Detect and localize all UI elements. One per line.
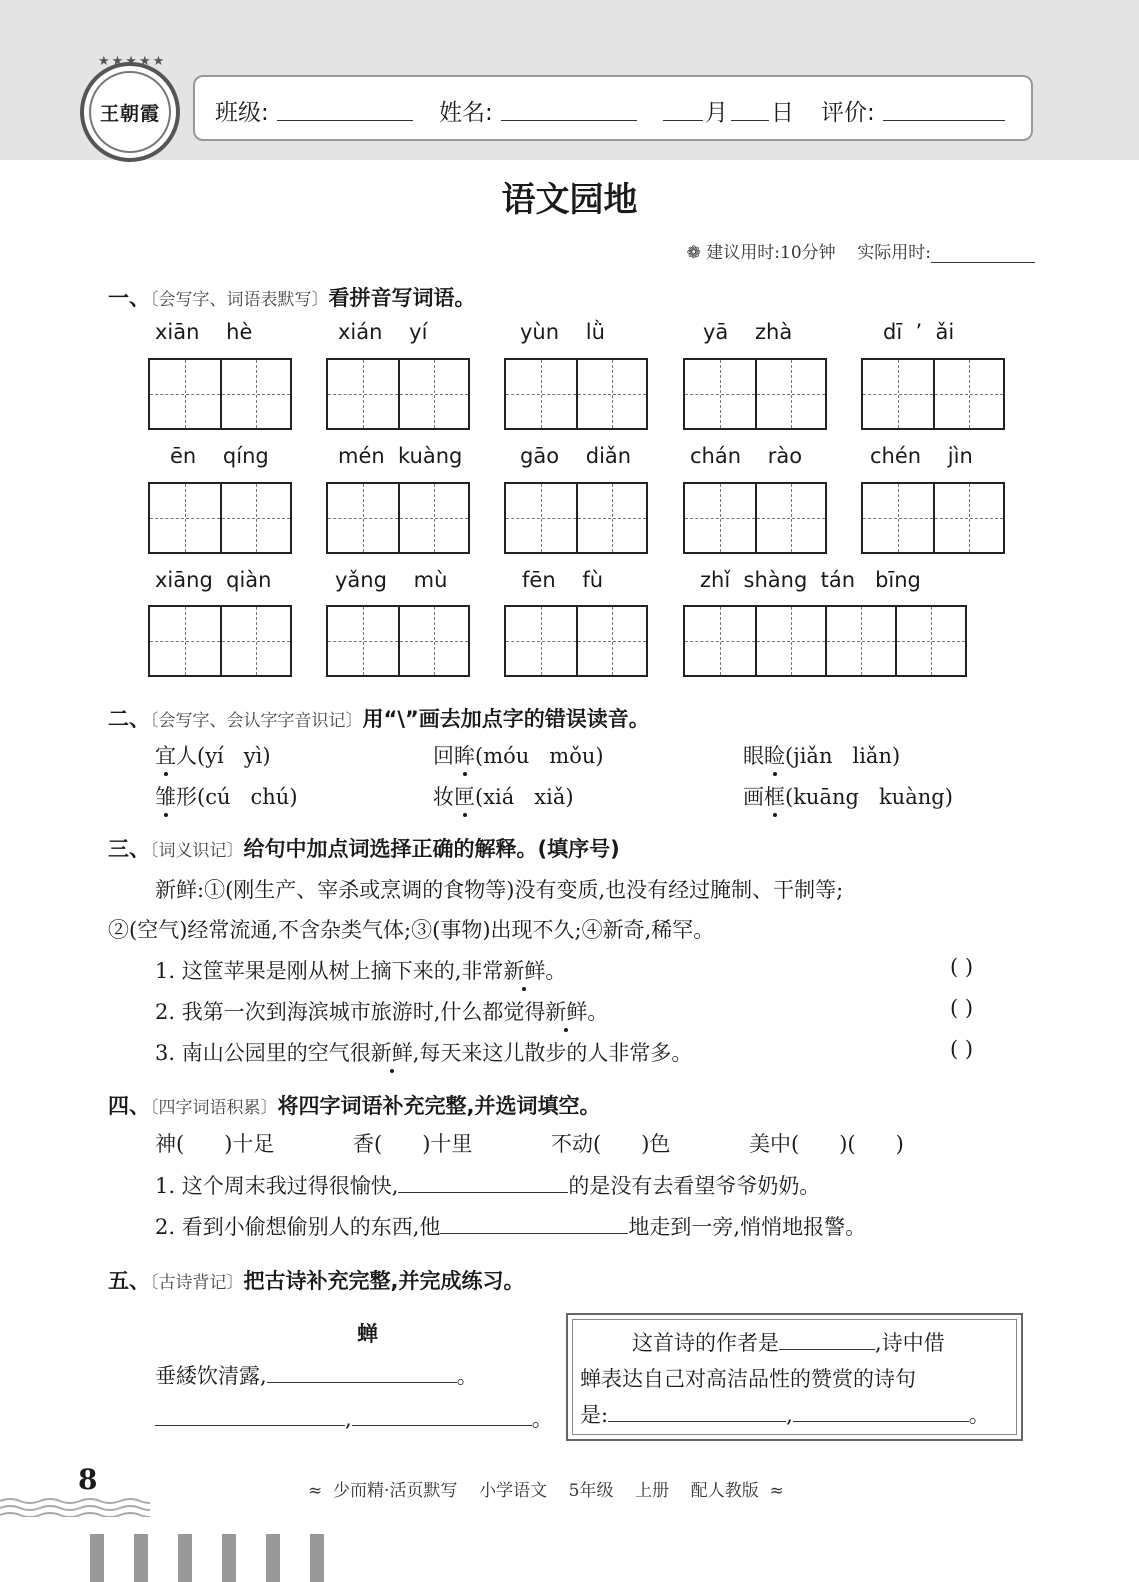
writing-grid[interactable] [683,482,827,554]
pinyin: dī ’ ǎi [883,320,955,344]
idiom-item[interactable]: 美中( )( ) [749,1132,904,1156]
pinyin: yùn lǜ [520,320,605,344]
section4-heading [108,1090,600,1120]
pinyin: chén jìn [870,444,973,468]
fill-blank[interactable] [608,1399,786,1422]
answer-paren[interactable]: ( ) [950,996,974,1020]
writing-grid[interactable] [504,482,648,554]
poem-text: 垂緌饮清露, [155,1364,267,1388]
box-line [580,1397,1010,1433]
pinyin: chán rào [690,444,803,468]
section5-instruction: 把古诗补充完整,并完成练习。 [243,1269,525,1293]
writing-grid[interactable] [861,358,1005,430]
dotted-char: 框 [764,781,785,811]
dotted-char: 匣 [454,781,475,811]
reading-options: (móu mǒu) [475,744,604,768]
definition-line: ②(空气)经常流通,不含杂类气体;③(事物)出现不久;④新奇,稀罕。 [108,918,715,942]
dotted-word: 新鲜 [545,996,587,1026]
poem-title: 蝉 [357,1322,378,1346]
bar-decoration [90,1534,324,1582]
dotted-word: 新鲜 [503,955,545,985]
question-text: 2. 看到小偷想偷别人的东西,他 [155,1215,441,1239]
class-field[interactable] [277,94,413,121]
question-text: 1. 这个周末我过得很愉快, [155,1174,399,1198]
section3-heading [108,833,620,863]
question-text: 2. 我第一次到海滨城市旅游时,什么都觉得 [155,1000,546,1024]
dotted-char: 宜 [155,740,176,770]
idiom-item[interactable]: 不动( )色 [551,1132,671,1156]
box-line: 蝉表达自己对高洁品性的赞赏的诗句 [580,1367,916,1391]
punct: 。 [531,1407,553,1431]
question-item [155,955,566,985]
section4-num: 四、 [108,1094,150,1118]
pinyin: zhǐ shàng tán bīng [700,568,921,592]
reading-options: (xiá xiǎ) [475,785,574,809]
poem-line [155,1360,478,1390]
class-label: 班级: [215,100,269,126]
pinyin: xiān hè [155,320,253,344]
fill-question [155,1211,866,1241]
dotted-char: 眸 [454,740,475,770]
actual-time-field[interactable] [931,242,1035,263]
answer-paren[interactable]: ( ) [950,1037,974,1061]
box-text: 是: [580,1403,609,1427]
fill-blank[interactable] [398,1170,568,1193]
wave-decoration-icon [0,1495,150,1517]
page-number: 8 [78,1463,98,1496]
actual-time-label: 实际用时: [857,243,931,263]
fill-blank[interactable] [155,1403,345,1426]
day-field[interactable] [731,94,769,121]
dotted-char: 雏 [155,781,176,811]
section1-instruction: 看拼音写词语。 [328,286,476,310]
suggested-time: 建议用时:10分钟 [706,243,836,263]
clock-icon: ❁ [686,243,701,263]
section1-num: 一、 [108,286,150,310]
footer-text: ≈ 少而精·活页默写 小学语文 5年级 上册 配人教版 ≈ [308,1481,784,1501]
day-label: 日 [771,100,794,126]
section1-heading [108,282,476,312]
dotted-char: 睑 [764,740,785,770]
pinyin: yā zhà [703,320,793,344]
punct: 。 [456,1364,478,1388]
pinyin: fēn fù [522,568,604,592]
plain-char: 画 [743,785,764,809]
reading-item[interactable] [155,740,271,770]
timing-line [687,238,1035,263]
question-text: ,每天来这儿散步的人非常多。 [412,1041,693,1065]
section2-instruction: 用“\”画去加点字的错误读音。 [362,707,650,731]
writing-grid[interactable] [148,605,292,677]
reading-item[interactable] [743,740,900,770]
definition-line: 新鲜:①(刚生产、宰杀或烹调的食物等)没有变质,也没有经过腌制、干制等; [155,878,844,902]
fill-blank[interactable] [793,1399,969,1422]
reading-item[interactable] [433,740,604,770]
idiom-item[interactable]: 香( )十里 [353,1132,473,1156]
eval-label: 评价: [821,100,875,126]
question-text: 3. 南山公园里的空气很 [155,1041,371,1065]
writing-grid[interactable] [683,605,967,677]
plain-char: 妆 [433,785,454,809]
writing-grid[interactable] [326,605,470,677]
section4-instruction: 将四字词语补充完整,并选词填空。 [277,1094,601,1118]
box-text: ,诗中借 [875,1331,945,1355]
writing-grid[interactable] [148,358,292,430]
box-line [580,1325,1010,1361]
fill-blank[interactable] [779,1327,875,1350]
reading-item[interactable] [433,781,574,811]
idiom-item[interactable]: 神( )十足 [155,1132,275,1156]
section3-instruction: 给句中加点词选择正确的解释。(填序号) [243,837,620,861]
pinyin: mén kuàng [338,444,463,468]
question-item [155,996,608,1026]
page-title: 语文园地 [501,180,638,220]
section2-tag: 〔会写字、会认字字音识记〕 [150,711,363,731]
pinyin: yǎng mù [335,568,448,592]
question-text: 的是没有去看望爷爷奶奶。 [568,1174,821,1198]
fill-blank[interactable] [440,1211,628,1234]
section5-tag: 〔古诗背记〕 [150,1273,244,1293]
reading-options: 形(cú chú) [176,785,298,809]
writing-grid[interactable] [504,358,648,430]
reading-item[interactable] [155,781,298,811]
poem-line [155,1403,553,1433]
month-field[interactable] [663,94,703,121]
name-field[interactable] [501,94,637,121]
reading-options: 人(yí yì) [176,744,271,768]
dotted-word: 新鲜 [371,1037,413,1067]
student-info-box [193,75,1033,141]
fill-blank[interactable] [267,1360,457,1383]
writing-grid[interactable] [504,605,648,677]
pinyin: xiāng qiàn [155,568,272,592]
plain-char: 回 [433,744,454,768]
writing-grid[interactable] [326,358,470,430]
section1-tag: 〔会写字、词语表默写〕 [150,290,329,310]
logo-text: 王朝霞 [99,102,160,125]
reading-options: (jiǎn liǎn) [785,744,901,768]
pinyin: ēn qíng [170,444,269,468]
writing-grid[interactable] [861,482,1005,554]
section5-heading [108,1265,524,1295]
punct: 。 [968,1403,990,1427]
name-label: 姓名: [439,100,493,126]
writing-grid[interactable] [326,482,470,554]
box-text: 这首诗的作者是 [632,1331,779,1355]
plain-char: 眼 [743,744,764,768]
section2-heading [108,703,650,733]
answer-paren[interactable]: ( ) [950,955,974,979]
section3-tag: 〔词义识记〕 [150,841,244,861]
question-item [155,1037,692,1067]
section5-num: 五、 [108,1269,150,1293]
reading-options: (kuāng kuàng) [785,785,953,809]
question-text: 1. 这筐苹果是刚从树上摘下来的,非常 [155,959,504,983]
question-text: 。 [587,1000,609,1024]
section2-num: 二、 [108,707,150,731]
month-label: 月 [705,100,728,126]
eval-field[interactable] [883,94,1005,121]
pinyin: gāo diǎn [520,444,632,468]
writing-grid[interactable] [683,358,827,430]
fill-question [155,1170,820,1200]
punct: , [345,1407,352,1431]
question-text: 地走到一旁,悄悄地报警。 [628,1215,867,1239]
punct: , [786,1403,793,1427]
section4-tag: 〔四字词语积累〕 [150,1098,278,1118]
brand-logo [80,54,180,162]
reading-item[interactable] [743,781,953,811]
poem-question-box [566,1313,1023,1441]
pinyin: xián yí [338,320,428,344]
stars-icon: ★★★★★ [98,54,167,69]
question-text: 。 [545,959,567,983]
writing-grid[interactable] [148,482,292,554]
section3-num: 三、 [108,837,150,861]
fill-blank[interactable] [352,1403,532,1426]
